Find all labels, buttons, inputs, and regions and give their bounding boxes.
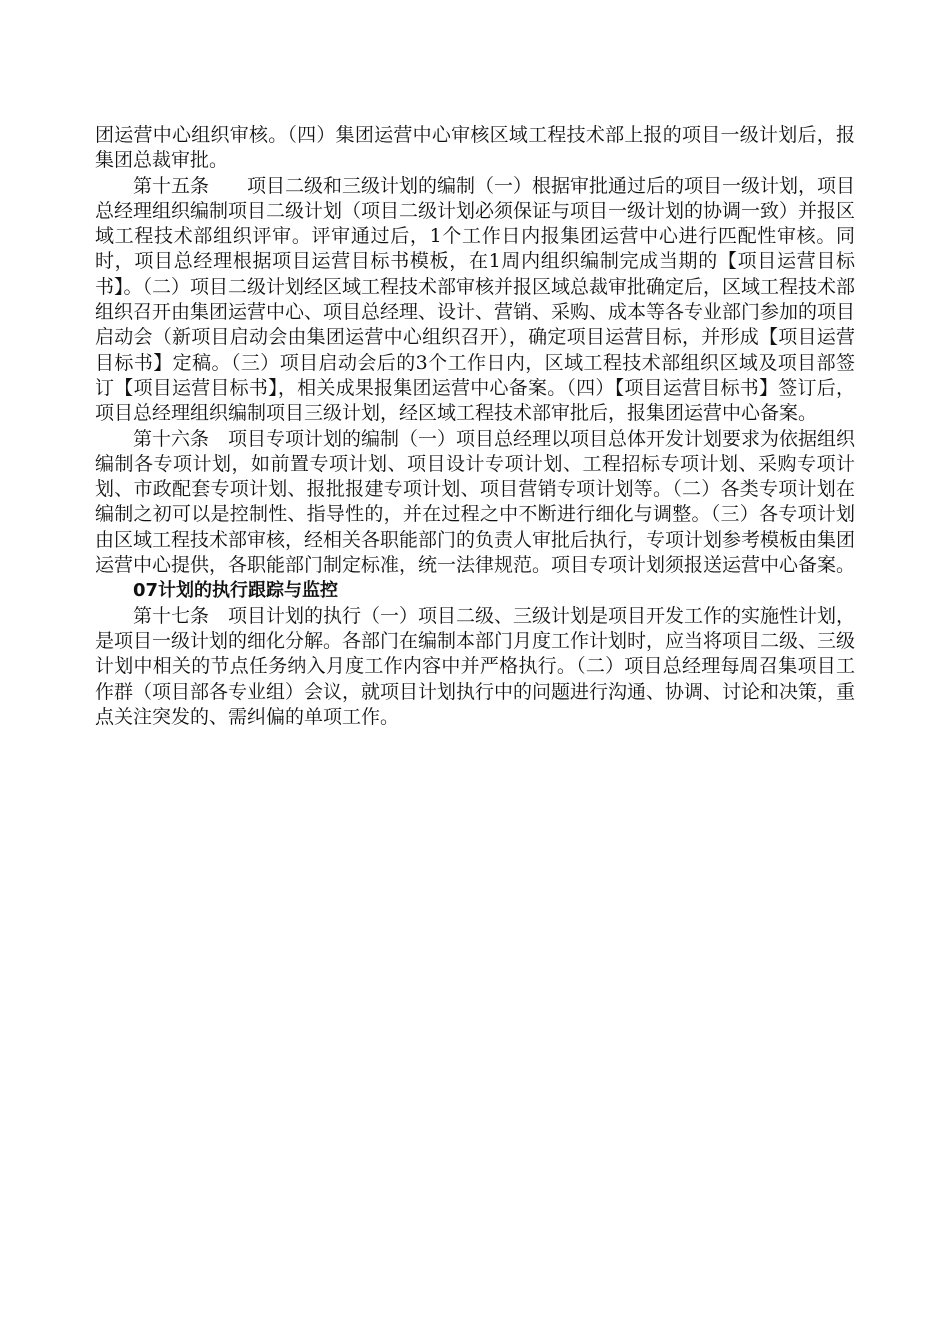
document-page [95, 123, 855, 730]
section-heading: 07计划的执行跟踪与监控 [133, 580, 339, 602]
paragraph-article-17: 第十七条 项目计划的执行（一）项目二级、三级计划是项目开发工作的实施性计划，是项目一级计划的细化分解。各部门在编制本部门月度工作计划时，应当将项目二级、三级计划中相关的节点任务纳入月度工作内容中并严格执行。（二）项目总经理每周召集项目工作群（项目部各专业组）会议，就项目计划执行中的问题进行沟通、协调、讨论和决策，重点关注突发的、需纠偏的单项工作。 [95, 604, 856, 728]
paragraph-continuation: 团运营中心组织审核。（四）集团运营中心审核区域工程技术部上报的项目一级计划后，报集团总裁审批。 [95, 124, 855, 172]
paragraph-article-16: 第十六条 项目专项计划的编制（一）项目总经理以项目总体开发计划要求为依据组织编制各专项计划，如前置专项计划、项目设计专项计划、工程招标专项计划、采购专项计划、市政配套专项计划、报批报建专项计划、项目营销专项计划等。（二）各类专项计划在编制之初可以是控制性、指导性的，并在过程之中不断进行细化与调整。（三）各专项计划由区域工程技术部审核，经相关各职能部门的负责人审批后执行，专项计划参考模板由集团运营中心提供，各职能部门制定标准，统一法律规范。项目专项计划须报送运营中心备案。 [95, 427, 856, 577]
paragraph-article-15: 第十五条 项目二级和三级计划的编制（一）根据审批通过后的项目一级计划，项目总经理组织编制项目二级计划（项目二级计划必须保证与项目一级计划的协调一致）并报区域工程技术部组织评审。评审通过后，1个工作日内报集团运营中心进行匹配性审核。同时，项目总经理根据项目运营目标书模板，在1周内组织编制完成当期的【项目运营目标书】。（二）项目二级计划经区域工程技术部审核并报区域总裁审批确定后，区域工程技术部组织召开由集团运营中心、项目总经理、设计、营销、采购、成本等各专业部门参加的项目启动会（新项目启动会由集团运营中心组织召开），确定项目运营目标，并形成【项目运营目标书】定稿。（三）项目启动会后的3个工作日内，区域工程技术部组织区域及项目部签订【项目运营目标书】，相关成果报集团运营中心备案。（四）【项目运营目标书】签订后，项目总经理组织编制项目三级计划，经区域工程技术部审批后，报集团运营中心备案。 [95, 174, 856, 425]
